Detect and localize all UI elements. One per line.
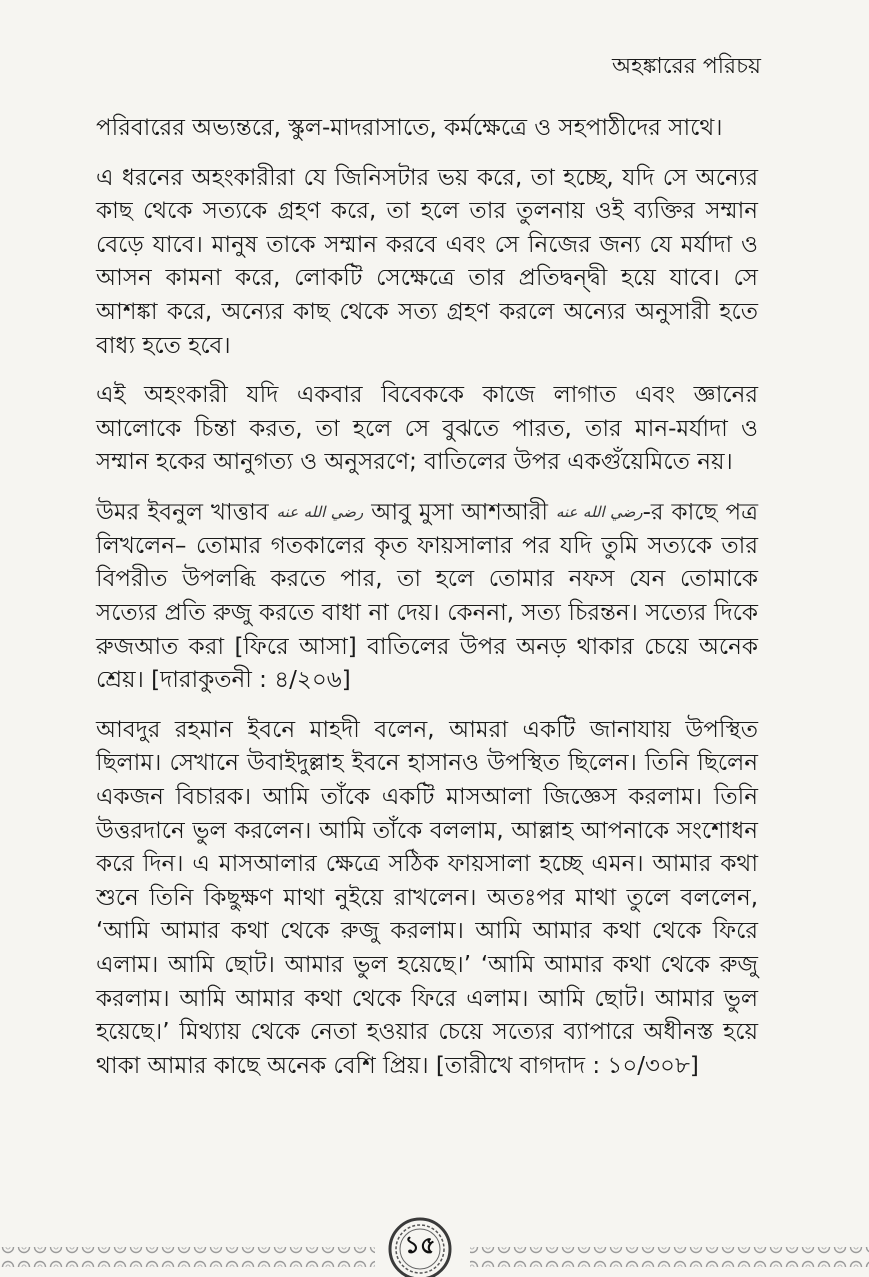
page-body (96, 112, 758, 1099)
citation-tarikh-baghdad: [তারীখে বাগদাদ : ১০/৩০৮] (435, 1052, 699, 1079)
running-header: অহঙ্কারের পরিচয় (612, 54, 761, 79)
paragraph-4-text-3: -র কাছে পত্র লিখলেন– তোমার গতকালের কৃত ফায়সালার পর যদি তুমি সত্যকে তার বিপরীত উপলব্ধি করতে পার, তা হলে তোমার নফস যেন তোমাকে সত্যের প্রতি রুজু করতে বাধা না দেয়। কেননা, সত্য চিরন্তন। সত্যের দিকে রুজআত করা [ফিরে আসা] বাতিলের উপর অনড় থাকার চেয়ে অনেক শ্রেয়। (96, 499, 758, 694)
paragraph-1: পরিবারের অভ্যন্তরে, স্কুল-মাদরাসাতে, কর্মক্ষেত্রে ও সহপাঠীদের সাথে। (96, 115, 723, 141)
paragraph-5 (96, 714, 758, 1084)
footer-border-right (470, 1247, 869, 1267)
paragraph-5-text: আবদুর রহমান ইবনে মাহদী বলেন, আমরা একটি জানাযায় উপস্থিত ছিলাম। সেখানে উবাইদুল্লাহ ইবনে হাসানও উপস্থিত ছিলেন। তিনি ছিলেন একজন বিচারক। আমি তাঁকে একটি মাসআলা জিজ্ঞেস করলাম। তিনি উত্তরদানে ভুল করলেন। আমি তাঁকে বললাম, আল্লাহ আপনাকে সংশোধন করে দিন। এ মাসআলার ক্ষেত্রে সঠিক ফায়সালা হচ্ছে এমন। আমার কথা শুনে তিনি কিছুক্ষণ মাথা নুইয়ে রাখলেন। অতঃপর মাথা তুলে বললেন, ‘আমি আমার কথা থেকে রুজু করলাম। আমি আমার কথা থেকে ফিরে এলাম। আমি ছোট। আমার ভুল হয়েছে।’ ‘আমি আমার কথা থেকে রুজু করলাম। আমি আমার কথা থেকে ফিরে এলাম। আমি ছোট। আমার ভুল হয়েছে।’ মিথ্যায় থেকে নেতা হওয়ার চেয়ে সত্যের ব্যাপারে অধীনস্ত হয়ে থাকা আমার কাছে অনেক বেশি প্রিয়। (96, 716, 758, 1079)
footer-border-left (0, 1247, 375, 1267)
page-footer (0, 1217, 869, 1277)
paragraph-3: এই অহংকারী যদি একবার বিবেককে কাজে লাগাত এবং জ্ঞানের আলোকে চিন্তা করত, তা হলে সে বুঝতে পারত, তার মান-মর্যাদা ও সম্মান হকের আনুগত্য ও অনুসরণে; বাতিলের উপর একগুঁয়েমিতে নয়। (96, 382, 758, 476)
paragraph-2: এ ধরনের অহংকারীরা যে জিনিসটার ভয় করে, তা হচ্ছে, যদি সে অন্যের কাছ থেকে সত্যকে গ্রহণ করে, তা হলে তার তুলনায় ওই ব্যক্তির সম্মান বেড়ে যাবে। মানুষ তাকে সম্মান করবে এবং সে নিজের জন্য যে মর্যাদা ও আসন কামনা করে, লোকটি সেক্ষেত্রে তার প্রতিদ্বন্দ্বী হয়ে যাবে। সে আশঙ্কা করে, অন্যের কাছ থেকে সত্য গ্রহণ করলে অন্যের অনুসারী হতে বাধ্য হতে হবে। (96, 164, 758, 359)
citation-daraqutni: [দারাকুতনী : ৪/২০৬] (151, 667, 351, 694)
honorific-ligature-1: رضي الله عنه (276, 502, 364, 521)
paragraph-4 (96, 496, 758, 698)
honorific-ligature-2: رضي الله عنه (555, 502, 643, 521)
paragraph-4-text-1: উমর ইবনুল খাত্তাব (96, 499, 269, 526)
paragraph-4-text-2: আবু মুসা আশআরী (371, 499, 548, 526)
page-number: ১৫ (404, 1231, 436, 1259)
